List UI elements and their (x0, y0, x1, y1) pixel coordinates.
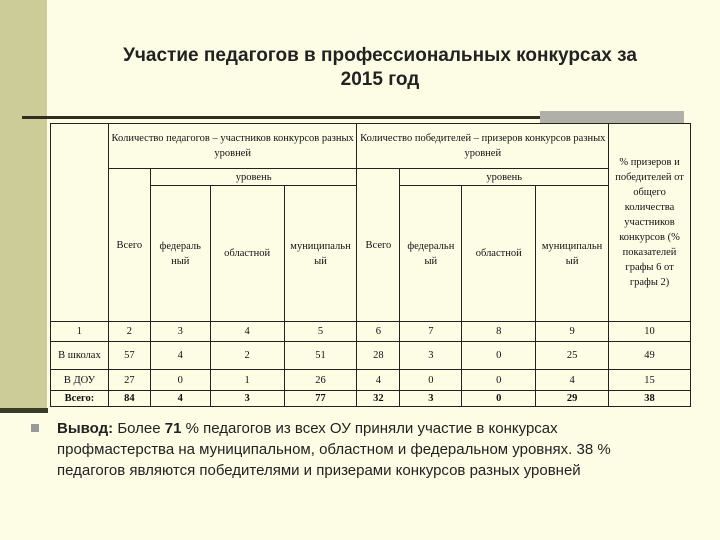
sub-header: муниципальн ый (536, 186, 609, 322)
cell: 3 (150, 322, 210, 342)
sub-header: областной (210, 186, 284, 322)
title-line: 2015 год (340, 69, 420, 90)
cell: 32 (357, 391, 400, 407)
table-row (51, 342, 691, 370)
cell: 3 (400, 391, 462, 407)
cell: 2 (108, 322, 150, 342)
cell: 49 (609, 342, 691, 370)
cell: 26 (284, 370, 357, 391)
cell: 4 (150, 342, 210, 370)
decor-bar (0, 408, 48, 413)
cell: 4 (210, 322, 284, 342)
sub-header: федераль ный (150, 186, 210, 322)
cell: 57 (108, 342, 150, 370)
conclusion-text (57, 418, 677, 481)
cell: 29 (536, 391, 609, 407)
contest-table (50, 123, 691, 407)
sub-header: Всего (357, 169, 400, 322)
page-title (60, 44, 700, 92)
cell: 2 (210, 342, 284, 370)
sub-header: областной (462, 186, 536, 322)
cell: 15 (609, 370, 691, 391)
cell: 0 (400, 370, 462, 391)
cell: 4 (150, 391, 210, 407)
cell: 3 (210, 391, 284, 407)
cell: 84 (108, 391, 150, 407)
title-line: Участие педагогов в профессиональных конкурсах за (123, 45, 637, 66)
cell: 5 (284, 322, 357, 342)
corner-cell (51, 124, 109, 322)
total-row (51, 391, 691, 407)
sub-header: федеральн ый (400, 186, 462, 322)
cell: 10 (609, 322, 691, 342)
cell: 0 (462, 342, 536, 370)
cell: 28 (357, 342, 400, 370)
percent-value: 71 (164, 420, 182, 437)
cell: 8 (462, 322, 536, 342)
group-header: Количество победителей – призеров конкурсов разных уровней (357, 124, 609, 169)
cell: 27 (108, 370, 150, 391)
table-row (51, 370, 691, 391)
cell: 4 (536, 370, 609, 391)
cell: 1 (51, 322, 109, 342)
number-row (51, 322, 691, 342)
cell: 6 (357, 322, 400, 342)
cell: 25 (536, 342, 609, 370)
cell: 7 (400, 322, 462, 342)
cell: 77 (284, 391, 357, 407)
cell: 38 (609, 391, 691, 407)
cell: В школах (51, 342, 109, 370)
cell: 0 (150, 370, 210, 391)
bullet-icon (31, 424, 39, 432)
sub-header: Всего (108, 169, 150, 322)
text: Более (113, 420, 165, 437)
cell: 3 (400, 342, 462, 370)
cell: В ДОУ (51, 370, 109, 391)
cell: 51 (284, 342, 357, 370)
decor-strip (0, 0, 47, 410)
cell: 1 (210, 370, 284, 391)
conclusion-label: Вывод: (57, 420, 114, 437)
cell: 4 (357, 370, 400, 391)
sub-header: муниципальн ый (284, 186, 357, 322)
cell: Всего: (51, 391, 109, 407)
cell: 0 (462, 370, 536, 391)
level-header: уровень (150, 169, 357, 186)
pct-header: % призеров и победителей от общего количества участников конкурсов (% показателей графы 6 от графы 2) (609, 124, 691, 322)
group-header: Количество педагогов – участников конкурсов разных уровней (108, 124, 357, 169)
text: % педагогов из всех ОУ приняли участие в конкурсах профмастерства на муниципальном, областном и федеральном уровнях. 38 % педагогов являются победителями и призерами конкурсов разных уровней (57, 420, 611, 479)
cell: 0 (462, 391, 536, 407)
cell: 9 (536, 322, 609, 342)
level-header: уровень (400, 169, 609, 186)
